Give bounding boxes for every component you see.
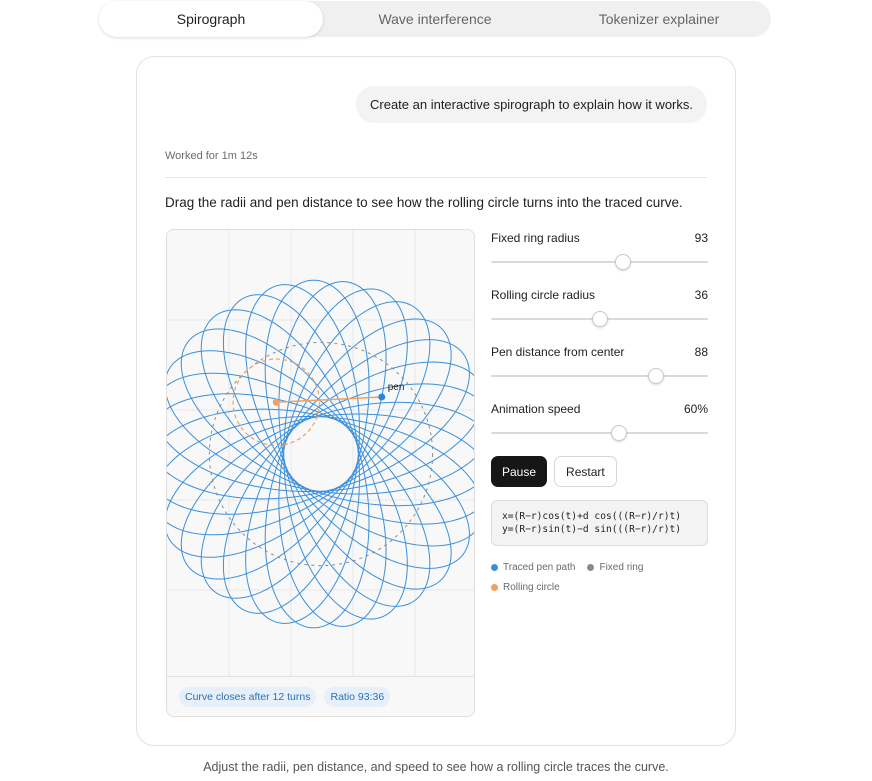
legend-fixed-ring bbox=[587, 562, 643, 573]
slider-track[interactable] bbox=[491, 375, 708, 377]
spirograph-canvas[interactable] bbox=[166, 229, 475, 717]
tab-wave-interference[interactable]: Wave interference bbox=[378, 11, 492, 27]
controls-panel bbox=[491, 229, 708, 457]
legend bbox=[491, 562, 708, 602]
pen-distance-control bbox=[491, 343, 708, 400]
ratio-chip: Ratio 93:36 bbox=[324, 687, 390, 707]
rolling-circle-center bbox=[273, 399, 280, 406]
traced-path-dot-icon bbox=[491, 564, 498, 571]
control-value: 93 bbox=[694, 231, 708, 245]
closes-after-chip: Curve closes after 12 turns bbox=[179, 687, 316, 707]
pen-dot[interactable] bbox=[378, 393, 385, 400]
legend-label: Fixed ring bbox=[599, 562, 644, 573]
rolling-circle-radius-slider-thumb[interactable] bbox=[592, 311, 608, 327]
control-label: Fixed ring radius bbox=[491, 231, 580, 245]
divider bbox=[165, 177, 707, 178]
pen-label: pen bbox=[387, 381, 405, 393]
legend-traced-path bbox=[491, 562, 575, 573]
spirograph-svg bbox=[167, 230, 475, 678]
control-value: 36 bbox=[694, 288, 708, 302]
control-label: Rolling circle radius bbox=[491, 288, 596, 302]
pause-button[interactable]: Pause bbox=[491, 456, 547, 487]
formula-x: x=(R−r)cos(t)+d cos(((R−r)/r)t) bbox=[502, 511, 682, 522]
animation-speed-slider-thumb[interactable] bbox=[611, 425, 627, 441]
legend-rolling-circle bbox=[491, 582, 560, 593]
fixed-ring-radius-control bbox=[491, 229, 708, 286]
playback-buttons bbox=[491, 456, 617, 487]
control-value: 60% bbox=[683, 402, 708, 416]
traced-pen-path bbox=[167, 280, 475, 628]
canvas-grid bbox=[167, 230, 475, 678]
slider-track[interactable] bbox=[491, 261, 708, 263]
formula-box bbox=[491, 500, 708, 546]
legend-label: Rolling circle bbox=[503, 582, 560, 593]
tab-spirograph[interactable]: Spirograph bbox=[99, 1, 323, 37]
fixed-ring-dot-icon bbox=[587, 564, 594, 571]
tab-bar bbox=[99, 1, 771, 37]
pen-distance-slider-thumb[interactable] bbox=[648, 368, 664, 384]
rolling-circle-radius-control bbox=[491, 286, 708, 343]
control-value: 88 bbox=[694, 345, 708, 359]
slider-track[interactable] bbox=[491, 432, 708, 434]
pen-arm bbox=[276, 397, 381, 402]
formula-y: y=(R−r)sin(t)−d sin(((R−r)/r)t) bbox=[502, 524, 682, 535]
caption: Adjust the radii, pen distance, and speed to see how a rolling circle traces the curve. bbox=[203, 760, 669, 774]
instructions-text: Drag the radii and pen distance to see how the rolling circle turns into the traced curve. bbox=[165, 195, 683, 210]
tab-tokenizer-explainer[interactable]: Tokenizer explainer bbox=[598, 11, 720, 27]
restart-button[interactable]: Restart bbox=[554, 456, 617, 487]
worked-for-label: Worked for 1m 12s bbox=[165, 150, 258, 162]
rolling-circle-dot-icon bbox=[491, 584, 498, 591]
control-label: Animation speed bbox=[491, 402, 581, 416]
animation-speed-control bbox=[491, 400, 708, 457]
legend-label: Traced pen path bbox=[503, 562, 576, 573]
chat-card bbox=[136, 56, 736, 746]
fixed-ring-radius-slider-thumb[interactable] bbox=[615, 254, 631, 270]
control-label: Pen distance from center bbox=[491, 345, 625, 359]
user-prompt-bubble: Create an interactive spirograph to explain how it works. bbox=[356, 86, 707, 123]
canvas-footer bbox=[167, 676, 474, 716]
